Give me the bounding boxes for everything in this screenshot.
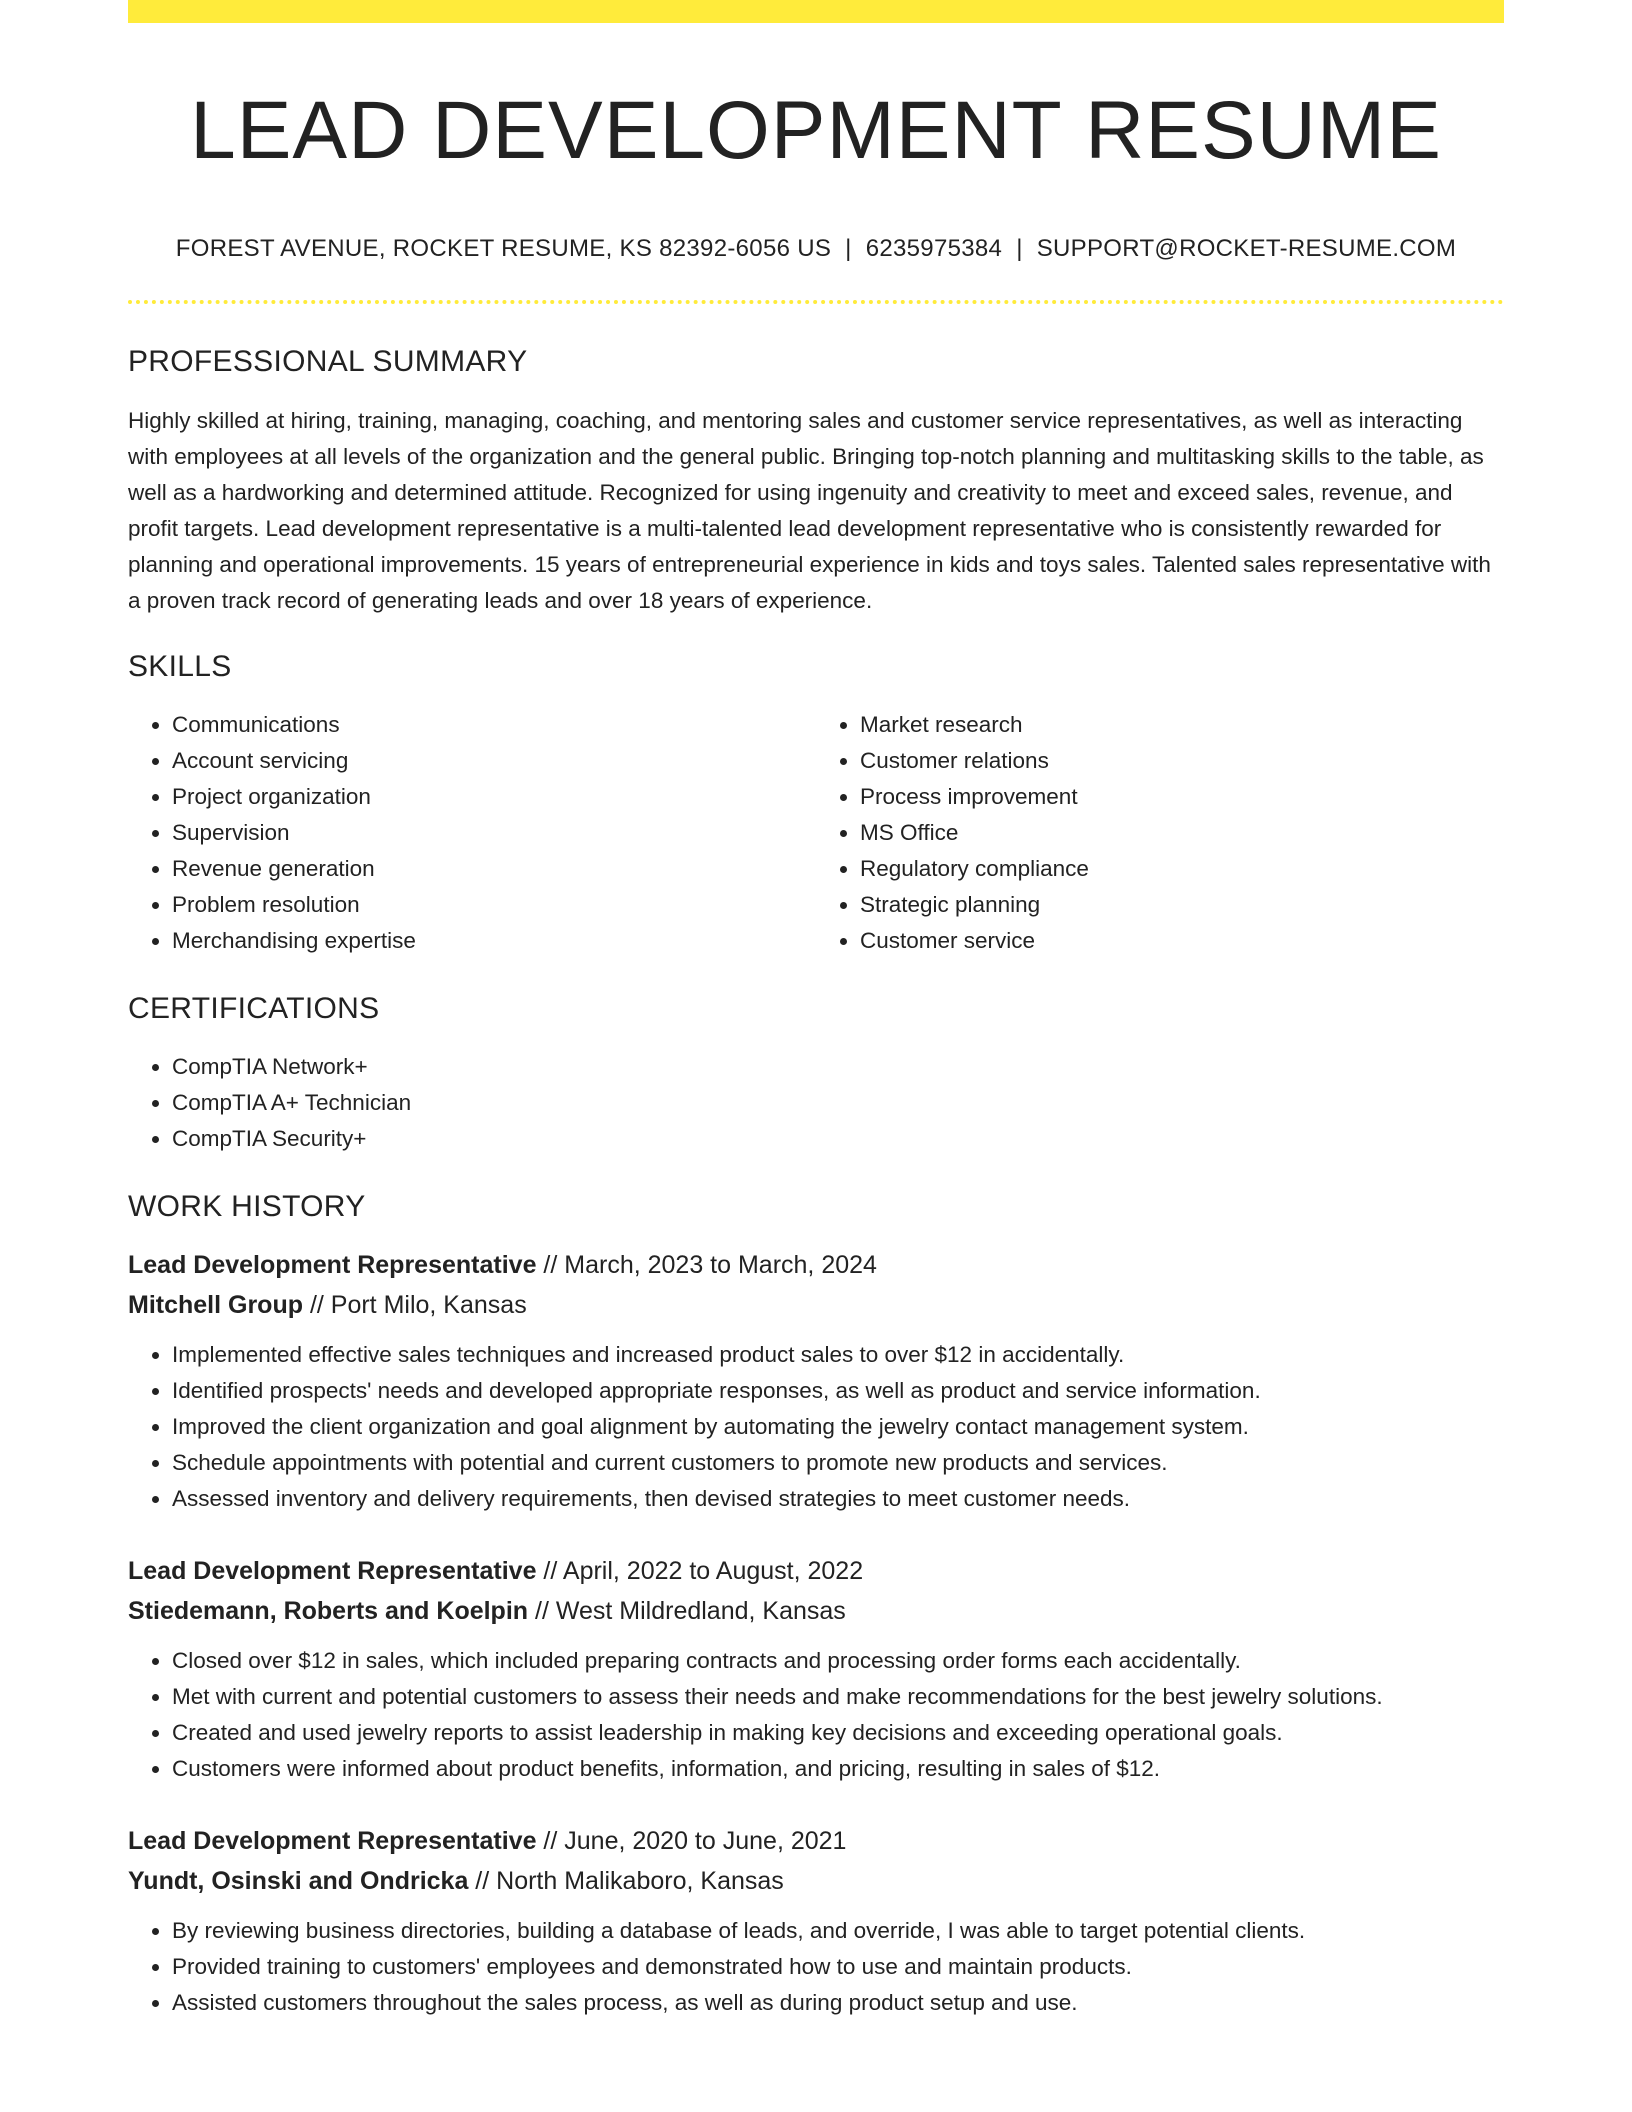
job-title: Lead Development Representative — [128, 1557, 537, 1585]
certification-item: • CompTIA A+ Technician — [172, 1085, 1504, 1121]
job-entry — [128, 1551, 1504, 1787]
job-company: Mitchell Group — [128, 1291, 303, 1319]
skills-heading: SKILLS — [128, 650, 232, 683]
job-bullets — [128, 1913, 1504, 2021]
skill-item: • Merchandising expertise — [172, 923, 816, 959]
job-dates: // March, 2023 to March, 2024 — [536, 1251, 877, 1279]
job-bullet: • Provided training to customers' employees and demonstrated how to use and maintain products. — [172, 1949, 1504, 1985]
job-bullet: • By reviewing business directories, building a database of leads, and override, I was able to target potential clients. — [172, 1913, 1504, 1949]
job-bullet: • Assessed inventory and delivery requirements, then devised strategies to meet customer needs. — [172, 1481, 1504, 1517]
work-history-heading: WORK HISTORY — [128, 1190, 366, 1223]
job-title: Lead Development Representative — [128, 1251, 537, 1279]
skill-item: • Process improvement — [860, 779, 1504, 815]
resume-page — [128, 0, 1504, 2021]
skill-item: • Customer relations — [860, 743, 1504, 779]
job-location: // West Mildredland, Kansas — [528, 1597, 846, 1625]
job-company-line — [128, 1861, 1504, 1901]
contact-separator: | — [1016, 235, 1023, 262]
skill-item: • MS Office — [860, 815, 1504, 851]
job-bullet: • Created and used jewelry reports to assist leadership in making key decisions and exceeding operational goals. — [172, 1715, 1504, 1751]
job-bullet: • Assisted customers throughout the sales process, as well as during product setup and use. — [172, 1985, 1504, 2021]
certification-item: • CompTIA Network+ — [172, 1049, 1504, 1085]
job-bullet: • Met with current and potential customers to assess their needs and make recommendations for the best jewelry solutions. — [172, 1679, 1504, 1715]
job-entry — [128, 1245, 1504, 1517]
job-title-line — [128, 1551, 1504, 1591]
skill-item: • Communications — [172, 707, 816, 743]
job-company: Stiedemann, Roberts and Koelpin — [128, 1597, 529, 1625]
job-bullets — [128, 1337, 1504, 1517]
job-bullets — [128, 1643, 1504, 1787]
contact-line — [128, 234, 1504, 264]
job-location: // North Malikaboro, Kansas — [468, 1867, 784, 1895]
job-entry — [128, 1821, 1504, 2021]
certifications-list — [128, 1049, 1504, 1157]
job-bullet: • Customers were informed about product benefits, information, and pricing, resulting in sales of $12. — [172, 1751, 1504, 1787]
skills-column-right — [816, 707, 1504, 959]
skill-item: • Regulatory compliance — [860, 851, 1504, 887]
skill-item: • Project organization — [172, 779, 816, 815]
skill-item: • Problem resolution — [172, 887, 816, 923]
job-bullet: • Closed over $12 in sales, which included preparing contracts and processing order forms each accidentally. — [172, 1643, 1504, 1679]
skill-item: • Strategic planning — [860, 887, 1504, 923]
contact-phone: 6235975384 — [865, 235, 1003, 262]
contact-address: FOREST AVENUE, ROCKET RESUME, KS 82392-6056 US — [175, 235, 832, 262]
contact-email: SUPPORT@ROCKET-RESUME.COM — [1036, 235, 1457, 262]
job-title: Lead Development Representative — [128, 1827, 537, 1855]
job-bullet: • Implemented effective sales techniques and increased product sales to over $12 in accidentally. — [172, 1337, 1504, 1373]
skill-item: • Market research — [860, 707, 1504, 743]
skills-column-left — [128, 707, 816, 959]
job-title-line — [128, 1821, 1504, 1861]
skill-item: • Customer service — [860, 923, 1504, 959]
certification-item: • CompTIA Security+ — [172, 1121, 1504, 1157]
summary-text: Highly skilled at hiring, training, managing, coaching, and mentoring sales and customer service representatives, as well as interacting with employees at all levels of the organization and the general public. Bringing top-notch planning and multitasking skills to the table, as well as a hardworking and determined attitude. Recognized for using ingenuity and creativity to meet and exceed sales, revenue, and profit targets. Lead development representative is a multi-talented lead development representative who is consistently rewarded for planning and operational improvements. 15 years of entrepreneurial experience in kids and toys sales. Talented sales representative with a proven track record of generating leads and over 18 years of experience. — [128, 408, 1491, 613]
job-company-line — [128, 1285, 1504, 1325]
job-company-line — [128, 1591, 1504, 1631]
certifications-heading: CERTIFICATIONS — [128, 992, 380, 1025]
summary-heading: PROFESSIONAL SUMMARY — [128, 345, 528, 378]
contact-separator: | — [845, 235, 852, 262]
resume-title: LEAD DEVELOPMENT RESUME — [190, 85, 1442, 176]
job-bullet: • Identified prospects' needs and developed appropriate responses, as well as product and service information. — [172, 1373, 1504, 1409]
dotted-divider — [128, 300, 1504, 304]
job-dates: // April, 2022 to August, 2022 — [536, 1557, 864, 1585]
skill-item: • Supervision — [172, 815, 816, 851]
job-location: // Port Milo, Kansas — [303, 1291, 527, 1319]
job-company: Yundt, Osinski and Ondricka — [128, 1867, 469, 1895]
job-bullet: • Improved the client organization and goal alignment by automating the jewelry contact management system. — [172, 1409, 1504, 1445]
job-title-line — [128, 1245, 1504, 1285]
job-bullet: • Schedule appointments with potential and current customers to promote new products and services. — [172, 1445, 1504, 1481]
job-dates: // June, 2020 to June, 2021 — [536, 1827, 847, 1855]
skill-item: • Revenue generation — [172, 851, 816, 887]
skills-list — [128, 707, 1504, 959]
skill-item: • Account servicing — [172, 743, 816, 779]
